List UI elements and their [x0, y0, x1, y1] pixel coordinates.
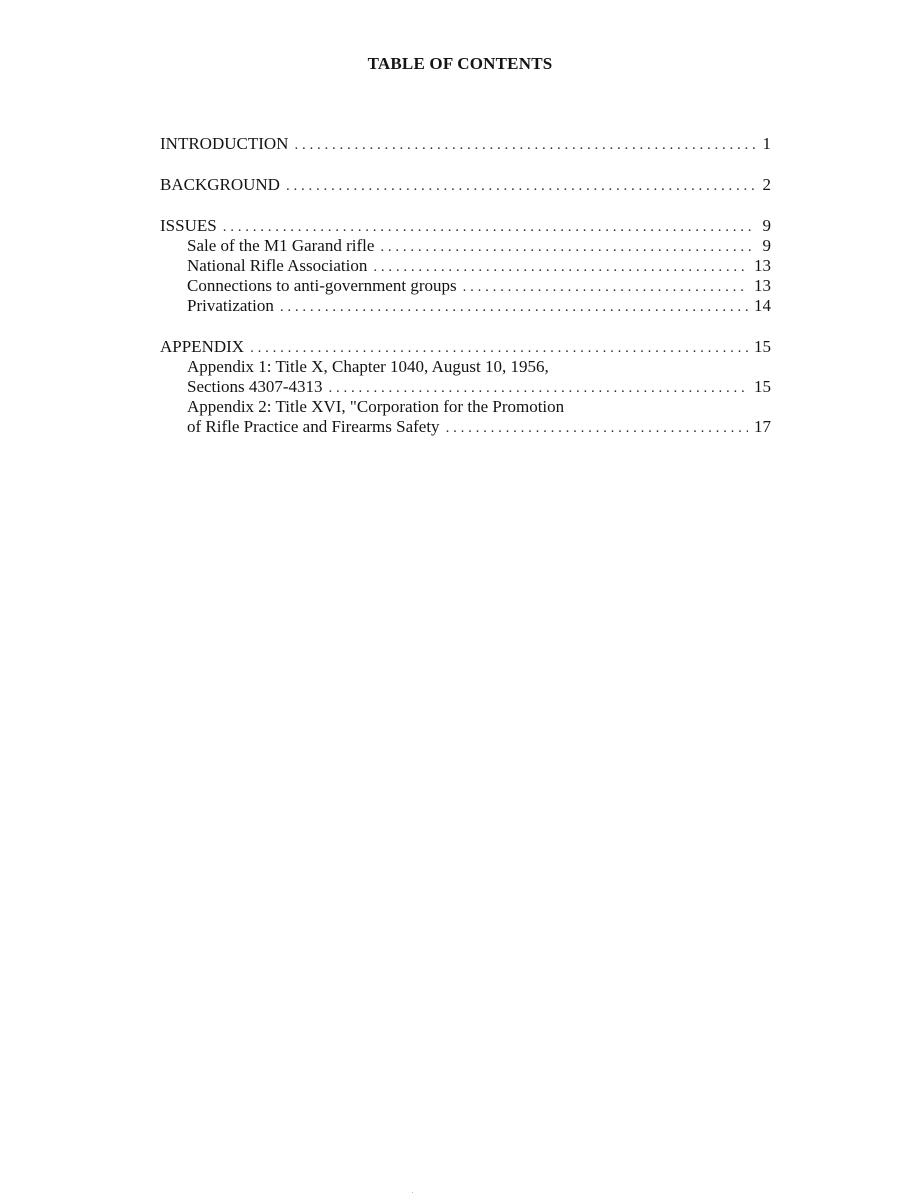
toc-subentry-appendix-1-line1: Appendix 1: Title X, Chapter 1040, August 10, 1956, [187, 357, 549, 376]
toc-page-number: 15 [754, 377, 771, 396]
toc-entry-appendix [160, 337, 771, 357]
toc-entry-label: Sale of the M1 Garand rifle [187, 236, 375, 255]
toc-entry-label: INTRODUCTION [160, 134, 289, 153]
table-of-contents [160, 134, 771, 437]
dot-leader [373, 257, 748, 277]
toc-entry-label: Privatization [187, 296, 274, 315]
toc-subentry-appendix-2-line1: Appendix 2: Title XVI, "Corporation for the Promotion [187, 397, 565, 416]
scan-speck [412, 1192, 413, 1193]
dot-leader [463, 277, 748, 297]
toc-entry-introduction [160, 134, 771, 154]
toc-page-number: 9 [762, 236, 771, 255]
dot-leader [286, 176, 755, 196]
toc-subentry-appendix-1 [160, 377, 771, 397]
toc-page-number: 9 [762, 216, 771, 235]
toc-subentry-appendix-2 [160, 417, 771, 437]
dot-leader [223, 217, 755, 237]
toc-page-number: 14 [754, 296, 771, 315]
toc-entry-label: National Rifle Association [187, 256, 368, 275]
toc-page-number: 1 [762, 134, 771, 153]
toc-subentry-anti-government [160, 276, 771, 296]
toc-entry-issues [160, 216, 771, 236]
toc-subentry-nra [160, 256, 771, 276]
toc-subentry-privatization [160, 296, 771, 316]
toc-entry-label: of Rifle Practice and Firearms Safety [187, 417, 440, 436]
page-title: TABLE OF CONTENTS [367, 54, 553, 73]
toc-entry-background [160, 175, 771, 195]
dot-leader [446, 418, 748, 438]
toc-entry-label: BACKGROUND [160, 175, 280, 194]
dot-leader [294, 135, 755, 155]
dot-leader [329, 378, 748, 398]
dot-leader [380, 237, 755, 257]
dot-leader [250, 338, 748, 358]
toc-page-number: 2 [762, 175, 771, 194]
toc-entry-label: Connections to anti-government groups [187, 276, 457, 295]
toc-entry-label: APPENDIX [160, 337, 245, 356]
toc-entry-label: ISSUES [160, 216, 217, 235]
toc-subentry-m1-garand [160, 236, 771, 256]
toc-page-number: 15 [754, 337, 771, 356]
dot-leader [280, 297, 748, 317]
toc-page-number: 13 [754, 276, 771, 295]
toc-entry-label: Sections 4307-4313 [187, 377, 323, 396]
toc-page-number: 13 [754, 256, 771, 275]
toc-page-number: 17 [754, 417, 771, 436]
